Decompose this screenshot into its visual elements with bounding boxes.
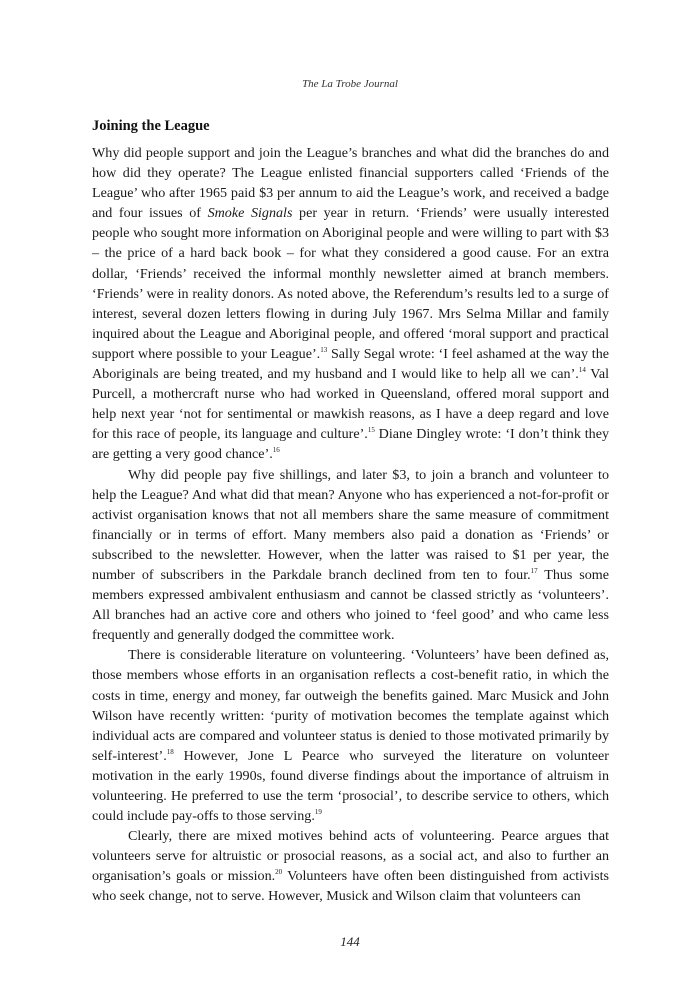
footnote-ref-16: 16 — [272, 446, 280, 455]
text-run: However, Jone L Pearce who surveyed the literature on volunteer motivation in the early 1990s, found diverse findings about the importance of altruism in volunteering. He preferred to use the term ‘prosocial’, to describe service to others, which could include pay-offs to those serving. — [92, 747, 609, 825]
paragraph-3 — [92, 645, 609, 826]
text-run: Volunteers have often been distinguished from activists who seek change, not to serve. However, Musick and Wilson claim that volunteers can — [92, 868, 609, 905]
footnote-ref-17: 17 — [530, 566, 538, 575]
text-run: There is considerable literature on volunteering. ‘Volunteers’ have been defined as, those members whose efforts in an organisation reflects a cost-benefit ratio, in which the costs in time, energy and money, far outweigh the benefits gained. Marc Musick and John Wilson have recently written: ‘purity of motivation becomes the template against which individual acts are compared and volunteer status is denied to those motivated primarily by self-interest’. — [92, 647, 609, 764]
text-run: Thus some members expressed ambivalent enthusiasm and cannot be classed strictly as ‘volunteers’. All branches had an active core and others who joined to ‘feel good’ and who came less frequently and generally dodged the committee work. — [92, 566, 609, 644]
footnote-ref-20: 20 — [275, 868, 283, 877]
text-run: Clearly, there are mixed motives behind acts of volunteering. Pearce argues that volunteers serve for altruistic or prosocial reasons, as a social act, and also to further an organisation’s goals or mission. — [92, 828, 609, 885]
text-run: Why did people support and join the League’s branches and what did the branches do and how did they operate? The League enlisted financial supporters called ‘Friends of the League’ who after 1965 paid $3 per annum to aid the League’s work, and received a badge and four issues of — [92, 145, 609, 222]
paragraph-2 — [92, 465, 609, 646]
text-run: Why did people pay five shillings, and later $3, to join a branch and volunteer to help the League? And what did that mean? Anyone who has experienced a not-for-profit or activist organisation knows that not all members share the same measure of commitment financially or in terms of effort. Many members also paid a donation as ‘Friends’ or subscribed to the newsletter. However, when the latter was raised to $1 per year, the number of subscribers in the Parkdale branch declined from ten to four. — [92, 466, 609, 583]
running-head: The La Trobe Journal — [302, 78, 398, 90]
text-run: per year in return. ‘Friends’ were usually interested people who sought more information on Aboriginal people and were willing to part with $3 – the price of a hard back book – for what they considered a good cause. For an extra dollar, ‘Friends’ received the informal monthly newsletter aimed at branch members. ‘Friends’ were in reality donors. As noted above, the Referendum’s results led to a surge of interest, several dozen letters flowing in during July 1967. Mrs Selma Millar and family inquired about the League and Aboriginal people, and offered ‘moral support and practical support where possible to your League’. — [92, 205, 609, 362]
footnote-ref-14: 14 — [578, 366, 586, 375]
text-run: Diane Dingley wrote: ‘I don’t think they are getting a very good chance’. — [92, 426, 609, 463]
italic-title: Smoke Signals — [207, 205, 293, 222]
footnote-ref-13: 13 — [320, 345, 328, 354]
text-run: Sally Segal wrote: ‘I feel ashamed at the way the Aboriginals are being treated, and my husband and I would like to help all we can’. — [92, 345, 609, 383]
paragraph-4 — [92, 826, 609, 906]
paragraph-1 — [92, 143, 609, 465]
text-run: Val Purcell, a mothercraft nurse who had worked in Queensland, offered moral support and help next year ‘not for sentimental or mawkish reasons, as I have a deep regard and love for this race of people, its language and culture’. — [92, 366, 610, 443]
footnote-ref-19: 19 — [314, 808, 322, 817]
section-heading: Joining the League — [92, 118, 210, 134]
footnote-ref-18: 18 — [166, 747, 174, 756]
body-text — [92, 143, 609, 907]
page-number: 144 — [340, 934, 360, 949]
footnote-ref-15: 15 — [367, 426, 375, 435]
